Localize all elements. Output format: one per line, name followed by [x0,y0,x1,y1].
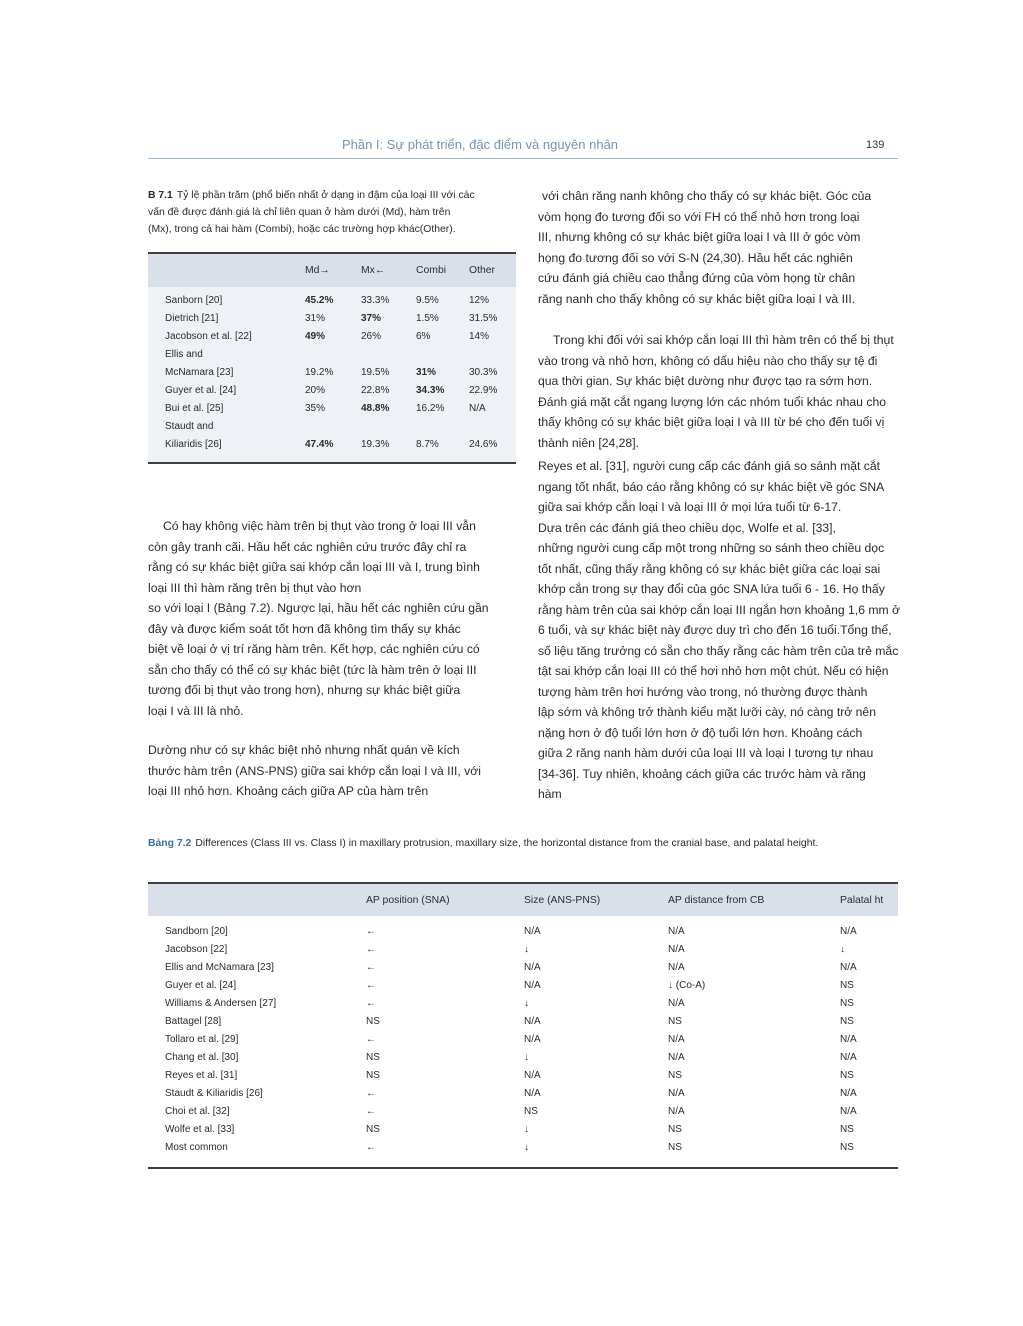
table2 [148,882,898,1169]
text-line: vòm họng đo tương đối so với FH có thể nhỏ hơn trong loại [538,209,860,224]
table2-value-cell: NS [668,1124,682,1135]
table2-value-cell: N/A [668,1106,685,1117]
table2-row [148,1104,898,1122]
table2-study-cell: Ellis and McNamara [23] [165,962,274,973]
table2-caption-text: Differences (Class III vs. Class I) in maxillary protrusion, maxillary size, the horizontal distance from the cranial base, and palatal height. [195,838,819,849]
text-line: Trong khi đối với sai khớp cắn loại III thì hàm trên có thể bị thụt [553,333,894,347]
table2-value-cell: NS [524,1106,538,1117]
table2-study-cell: Battagel [28] [165,1016,222,1027]
table2-value-cell: ↓ (Co-A) [668,980,706,991]
text-line: cứu đánh giá chiều cao thẳng đứng của vòm họng từ chân [538,271,856,285]
page-number: 139 [866,139,885,151]
table1-value-cell: 8.7% [416,439,439,450]
table2-value-cell: N/A [840,1034,857,1045]
table2-row [148,1050,898,1068]
table1-value-cell: 31% [416,367,437,378]
text-line: lập sớm và không trở thành kiểu mặt lưỡi cày, nó càng trở nên [538,705,876,719]
table2-value-cell: ← [366,1142,376,1153]
table2-value-cell: NS [668,1070,682,1081]
table2-row [148,1014,898,1032]
table2-header-ap-position: AP position (SNA) [366,895,450,906]
table1-study-cell: Bui et al. [25] [165,403,224,414]
text-line: [34-36]. Tuy nhiên, khoảng cách giữa các trước hàm và răng [538,766,866,781]
table2-value-cell: N/A [668,998,685,1009]
table2-value-cell: N/A [840,1106,857,1117]
text-line: ngang tốt nhất, báo cáo rằng không có sự khác biệt về góc SNA [538,479,885,494]
table1-header-other: Other [469,265,495,276]
table2-value-cell: N/A [840,1088,857,1099]
table2-row [148,1032,898,1050]
text-line: giữa 2 răng nanh hàm dưới của loại III và loại I tương tự nhau [538,746,874,760]
table1-study-cell: Guyer et al. [24] [165,385,237,396]
table2-value-cell: ← [366,998,376,1009]
table2-value-cell: N/A [668,926,685,937]
left-paragraph-2 [148,740,520,802]
table1-header-mx: Mx← [361,265,386,276]
table2-value-cell: NS [840,980,854,991]
table1-value-cell: 37% [361,313,382,324]
table1-study-cell: Kiliaridis [26] [165,439,222,450]
table2-value-cell: N/A [524,1088,541,1099]
table2-study-cell: Choi et al. [32] [165,1106,230,1117]
table2-study-cell: Guyer et al. [24] [165,980,237,991]
table2-value-cell: ↓ [524,944,529,955]
table2-value-cell: N/A [524,980,541,991]
table2-row [148,978,898,996]
text-line: với chân răng nanh không cho thấy có sự khác biệt. Góc của [542,189,872,203]
text-line: thấy không có sự khác biệt giữa loại I và III từ bé cho đến tuổi vị [538,415,885,429]
table2-label: Bảng 7.2 [148,838,192,849]
table2-bottom-rule [148,1167,898,1169]
table2-value-cell: NS [840,1016,854,1027]
table1-study-cell: McNamara [23] [165,367,234,378]
table1-value-cell: 48.8% [361,403,390,414]
table2-row [148,960,898,978]
table2-value-cell: NS [366,1124,380,1135]
table2-value-cell: ↓ [524,1142,529,1153]
table2-value-cell: ← [366,1034,376,1045]
table1 [148,252,516,464]
table1-study-cell: Ellis and [165,349,203,360]
table2-row [148,1068,898,1086]
table2-header-row [148,884,898,916]
table1-value-cell: 47.4% [305,439,334,450]
table2-study-cell: Wolfe et al. [33] [165,1124,235,1135]
text-line: tượng hàm trên hơi hướng vào trong, nó thường được thành [538,684,868,699]
text-line: qua thời gian. Sự khác biệt dường như được tạo ra sớm hơn. [538,374,873,388]
table1-value-cell: 34.3% [416,385,445,396]
table1-row [148,365,516,383]
text-line: so với loại I (Bảng 7.2). Ngược lại, hầu hết các nghiên cứu gần [148,601,489,615]
text-line: tốt nhất, cũng thấy rằng không có sự khác biệt giữa các loại sai [538,561,881,576]
table1-value-cell: 12% [469,295,490,306]
table2-value-cell: N/A [840,926,857,937]
table1-header-md: Md→ [305,265,330,276]
table1-value-cell: N/A [469,403,486,414]
table2-value-cell: NS [668,1142,682,1153]
table1-value-cell: 22.8% [361,385,390,396]
table1-value-cell: 45.2% [305,295,334,306]
table1-bottom-rule [148,462,516,464]
table2-value-cell: ↓ [840,944,845,955]
text-line: vào trong và nhỏ hơn, không có dấu hiệu nào cho thấy sự tệ đi [538,353,878,368]
text-line: Dựa trên các đánh giá theo chiều dọc, Wolfe et al. [33], [538,520,836,535]
table2-row [148,1140,898,1158]
table2-value-cell: N/A [668,1034,685,1045]
table1-value-cell: 19.5% [361,367,390,378]
table1-row [148,419,516,437]
table2-value-cell: ↓ [524,1052,529,1063]
table2-value-cell: N/A [668,944,685,955]
table2-value-cell: ← [366,926,376,937]
text-line: thành niên [24,28]. [538,435,639,450]
table1-value-cell: 6% [416,331,431,342]
table1-study-cell: Staudt and [165,421,214,432]
table2-value-cell: ← [366,962,376,973]
table2-row [148,924,898,942]
text-line: còn gây tranh cãi. Hầu hết các nghiên cứu trước đây chỉ ra [148,539,467,554]
table1-study-cell: Dietrich [21] [165,313,219,324]
text-line: Reyes et al. [31], người cung cấp các đánh giá so sánh mặt cắt [538,459,881,473]
table1-value-cell: 19.3% [361,439,390,450]
table1-value-cell: 24.6% [469,439,498,450]
table2-row [148,996,898,1014]
table1-value-cell: 26% [361,331,382,342]
table1-value-cell: 35% [305,403,326,414]
text-line: giữa sai khớp cắn loại I và loại III ở mọi lứa tuổi từ 6-17. [538,500,842,514]
table1-caption-line: vấn đề được đánh giá là chỉ liên quan ở hàm dưới (Md), hàm trên [148,207,451,218]
table2-value-cell: NS [668,1016,682,1027]
table2-row [148,1122,898,1140]
table2-value-cell: ← [366,1088,376,1099]
text-line: thước hàm trên (ANS-PNS) giữa sai khớp cắn loại I và III, với [148,763,481,778]
table2-value-cell: N/A [524,1070,541,1081]
table2-value-cell: ↓ [524,1124,529,1135]
text-line: Có hay không việc hàm trên bị thụt vào trong ở loại III vẫn [163,519,476,533]
table2-study-cell: Jacobson [22] [165,944,228,955]
table2-study-cell: Staudt & Kiliaridis [26] [165,1088,263,1099]
table2-study-cell: Sandborn [20] [165,926,228,937]
table1-value-cell: 16.2% [416,403,445,414]
table2-value-cell: NS [840,998,854,1009]
table2-value-cell: ← [366,944,376,955]
table2-study-cell: Reyes et al. [31] [165,1070,238,1081]
text-line: răng nanh cho thấy không có sự khác biệt giữa loại I và III. [538,291,856,306]
table2-value-cell: N/A [668,962,685,973]
table1-value-cell: 14% [469,331,490,342]
text-line: họng đo tương đối so với S-N (24,30). Hầu hết các nghiên [538,250,853,265]
table2-value-cell: NS [840,1124,854,1135]
table1-label: B 7.1 [148,190,173,201]
text-line: sẵn cho thấy có thể có sự khác biệt (tức là hàm trên ở loại III [148,662,477,677]
right-paragraph-2 [538,330,918,453]
table1-value-cell: 49% [305,331,326,342]
text-line: Đánh giá mặt cắt ngang lượng lớn các nhóm tuổi khác nhau cho [538,394,886,409]
table1-row [148,347,516,365]
table2-value-cell: NS [840,1070,854,1081]
text-line: khớp cắn trong sự thay đổi của góc SNA lứa tuổi 6 - 16. Họ thấy [538,582,885,596]
text-line: Dường như có sự khác biệt nhỏ nhưng nhất quán về kích [148,743,460,757]
text-line: biệt về loại ở vị trí răng hàm trên. Kết hợp, các nghiên cứu có [148,642,480,656]
table2-value-cell: NS [840,1142,854,1153]
table1-study-cell: Sanborn [20] [165,295,223,306]
table2-study-cell: Most common [165,1142,228,1153]
table1-row [148,401,516,419]
table2-value-cell: N/A [668,1052,685,1063]
table2-value-cell: NS [366,1052,380,1063]
table2-value-cell: N/A [524,926,541,937]
table1-value-cell: 33.3% [361,295,390,306]
text-line: những người cung cấp một trong những so sánh theo chiều dọc [538,541,885,555]
left-paragraph-1 [148,516,520,721]
table1-value-cell: 20% [305,385,326,396]
text-line: loại III thì hàm răng trên bị thụt vào hơn [148,580,362,595]
text-line: tương đối bị thụt vào trong hơn), nhưng sự khác biệt giữa [148,683,461,697]
table1-value-cell: 30.3% [469,367,498,378]
table2-value-cell: N/A [840,962,857,973]
table2-row [148,942,898,960]
table1-value-cell: 9.5% [416,295,439,306]
table1-value-cell: 22.9% [469,385,498,396]
table1-value-cell: 1.5% [416,313,439,324]
table2-header-ap-distance: AP distance from CB [668,895,765,906]
text-line: rằng hàm trên của sai khớp cắn loại III ngắn hơn khoảng 1,6 mm ở [538,602,901,617]
table2-value-cell: N/A [524,962,541,973]
table1-row [148,437,516,455]
right-paragraph-3 [538,456,918,805]
table2-value-cell: NS [366,1016,380,1027]
table1-row [148,329,516,347]
table2-value-cell: N/A [524,1034,541,1045]
text-line: rằng có sự khác biệt giữa sai khớp cắn loại III và I, trung bình [148,560,480,574]
text-line: hàm [538,787,562,801]
table1-value-cell: 31% [305,313,326,324]
text-line: nặng hơn ở độ tuổi lớn hơn ở độ tuổi lớn hơn. Khoảng cách [538,725,863,740]
text-line: số liệu tăng trưởng có sẵn cho thấy rằng các hàm trên của trẻ mắc [538,643,899,658]
text-line: 6 tuổi, và sự khác biệt này được duy trì cho đến 16 tuổi.Tổng thể, [538,623,892,637]
text-line: loại III nhỏ hơn. Khoảng cách giữa AP của hàm trên [148,784,429,798]
table2-study-cell: Williams & Andersen [27] [165,998,277,1009]
text-line: đây và được kiểm soát tốt hơn đã không tìm thấy sự khác [148,621,461,636]
table2-header-size: Size (ANS-PNS) [524,895,601,906]
table1-caption-line: Tỷ lệ phần trăm (phổ biến nhất ở dạng in đậm của loại III với các [176,190,475,201]
table2-row [148,1086,898,1104]
table2-caption [148,838,908,849]
table2-value-cell: ← [366,1106,376,1117]
table1-row [148,293,516,311]
table1-row [148,383,516,401]
table2-value-cell: N/A [668,1088,685,1099]
table1-row [148,311,516,329]
table2-value-cell: N/A [524,1016,541,1027]
text-line: tật sai khớp cắn loại III có thể hơi nhỏ hơn một chút. Nếu có hiện [538,664,889,678]
running-header-title: Phần I: Sự phát triển, đặc điểm và nguyên nhân [341,137,619,152]
table2-value-cell: ↓ [524,998,529,1009]
table1-study-cell: Jacobson et al. [22] [165,331,252,342]
table2-value-cell: N/A [840,1052,857,1063]
table1-caption [148,187,516,238]
table2-value-cell: ← [366,980,376,991]
header-rule [148,158,898,159]
table1-header-combi: Combi [416,265,447,276]
table1-value-cell: 31.5% [469,313,498,324]
table1-caption-line: (Mx), trong cả hai hàm (Combi), hoặc các trường hợp khác(Other). [148,224,456,235]
table2-value-cell: NS [366,1070,380,1081]
table1-value-cell: 19.2% [305,367,334,378]
table2-study-cell: Tollaro et al. [29] [165,1034,239,1045]
text-line: loại I và III là nhỏ. [148,703,244,718]
table2-header-palatal-height: Palatal ht [840,895,884,906]
text-line: III, nhưng không có sự khác biệt giữa loại I và III ở góc vòm [538,230,861,244]
table2-study-cell: Chang et al. [30] [165,1052,239,1063]
table1-header-row [148,254,516,287]
right-paragraph-1 [538,186,918,309]
